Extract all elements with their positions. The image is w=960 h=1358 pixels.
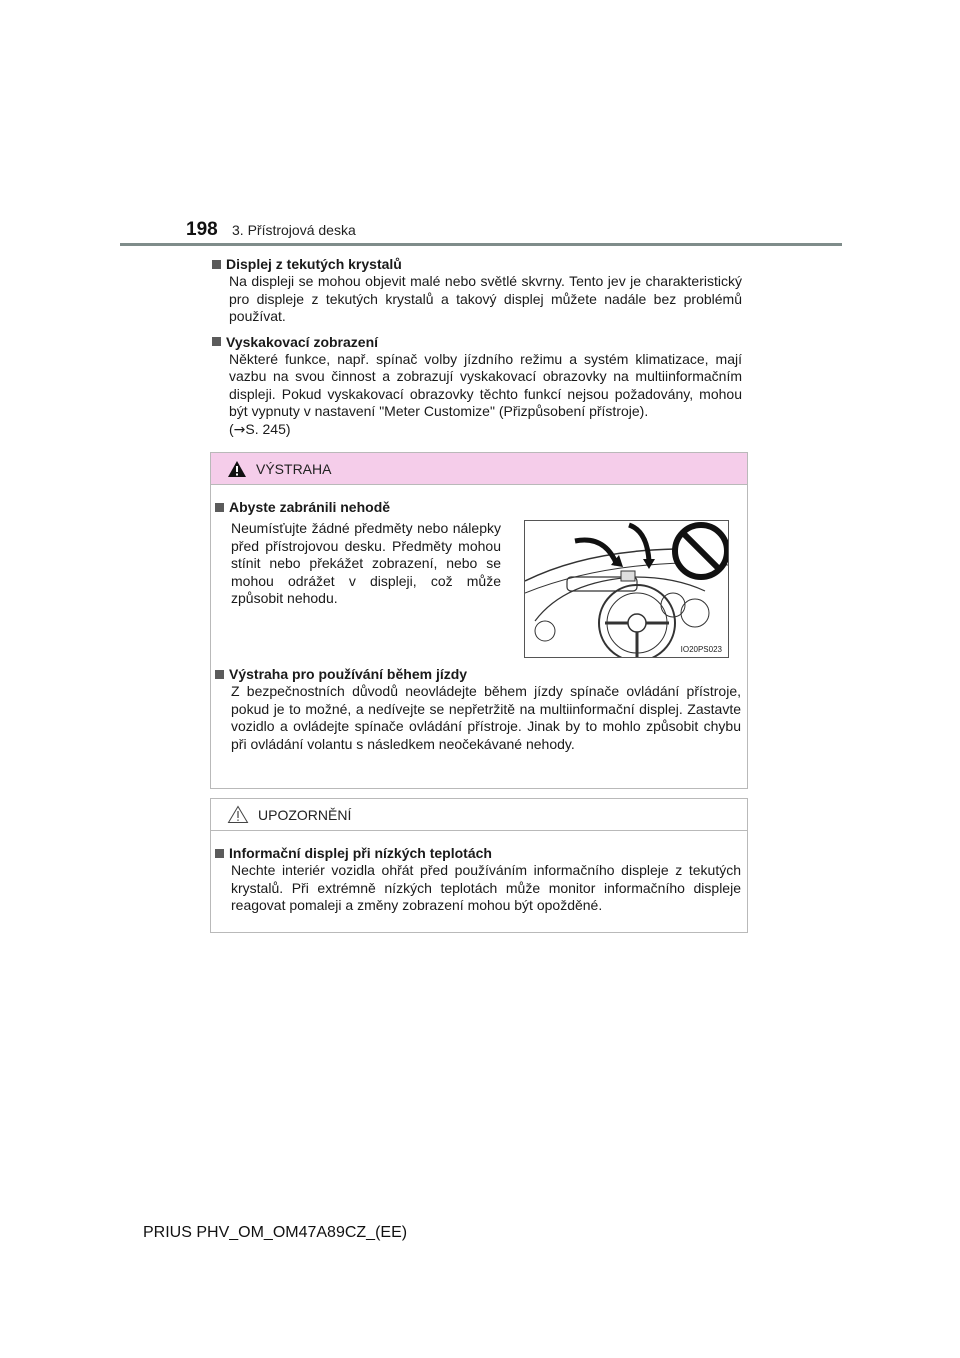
warning-content (211, 485, 747, 753)
caution-triangle-icon (227, 805, 249, 824)
item-text: Neumísťujte žádné předměty nebo nálepky před přístrojovou desku. Předměty mohou stínit nebo překážet zobrazení, nebo se mohou odrážet v displeji, což může způsobit nehodu. (231, 520, 501, 606)
item-title: Abyste zabránili nehodě (229, 499, 391, 515)
caution-box (210, 798, 748, 933)
item-heading (212, 333, 742, 351)
main-content (212, 255, 742, 446)
ref-text: S. 245) (245, 420, 291, 437)
caution-content (211, 831, 747, 915)
dashboard-illustration (524, 520, 729, 658)
item-title: Vyskakovací zobrazení (226, 333, 379, 350)
item-popup-display (212, 333, 742, 440)
dashboard-drawing (525, 521, 728, 657)
item-title: Informační displej při nízkých teplotách (229, 845, 492, 861)
warning-triangle-icon (227, 460, 247, 478)
item-text: Některé funkce, např. spínač volby jízdního režimu a systém klimatizace, mají vazbu na svou činnost a zobrazují vyskakovací obrazovky na multiinformačním displeji. Pokud vyskakovací obrazovky těchto funkcí nejsou požadovány, mohou být vypnuty v nastavení "Meter Customize" (Přizpůsobení přístroje). (229, 350, 742, 419)
bullet-square-icon (215, 670, 224, 679)
page-reference[interactable] (229, 421, 291, 437)
item-lcd-display (212, 255, 742, 326)
item-text: Nechte interiér vozidla ohřát před používáním informačního displeje z tekutých krystalů. Při extrémně nízkých teplotách může monitor informačního displeje reagovat pomaleji a změny zobrazení mohou být opožděné. (231, 862, 741, 913)
caution-item-low-temp (213, 844, 745, 915)
section-title: 3. Přístrojová deska (232, 222, 356, 238)
item-heading (213, 665, 745, 683)
warning-box (210, 452, 748, 789)
caution-label: UPOZORNĚNÍ (258, 806, 352, 823)
item-text-block (212, 351, 742, 440)
arrow-right-icon: → (233, 421, 246, 438)
item-title: Displej z tekutých krystalů (226, 256, 402, 272)
figure-label: IO20PS023 (680, 645, 722, 654)
item-heading (212, 255, 742, 273)
caution-header (211, 799, 747, 831)
warning-header (211, 453, 747, 485)
item-title: Výstraha pro používání během jízdy (229, 666, 468, 682)
ref-open: ( (229, 420, 234, 437)
bullet-square-icon (212, 337, 221, 346)
item-heading (213, 498, 745, 516)
item-row (213, 520, 745, 658)
item-heading (213, 844, 745, 862)
bullet-square-icon (212, 260, 221, 269)
warning-item-driving (213, 665, 745, 753)
item-text: Na displeji se mohou objevit malé nebo světlé skvrny. Tento jev je charakteristický pro displeje z tekutých krystalů a takový displej můžete nadále bez problémů používat. (229, 273, 742, 324)
footer-doc-code: PRIUS PHV_OM_OM47A89CZ_(EE) (143, 1224, 408, 1241)
bullet-square-icon (215, 503, 224, 512)
item-text: Z bezpečnostních důvodů neovládejte během jízdy spínače ovládání přístroje, pokud je to možné, a nedívejte se nepřetržitě na multiinformační displej. Zastavte vozidlo a ovládejte spínače ovládání přístroje. Jinak by to mohlo způsobit chybu při ovládání volantu s následkem neočekávané nehody. (231, 683, 741, 752)
warning-item-prevent-accident (213, 498, 745, 658)
header-rule (120, 243, 842, 246)
page-number: 198 (186, 219, 218, 240)
warning-label: VÝSTRAHA (256, 460, 332, 477)
bullet-square-icon (215, 849, 224, 858)
